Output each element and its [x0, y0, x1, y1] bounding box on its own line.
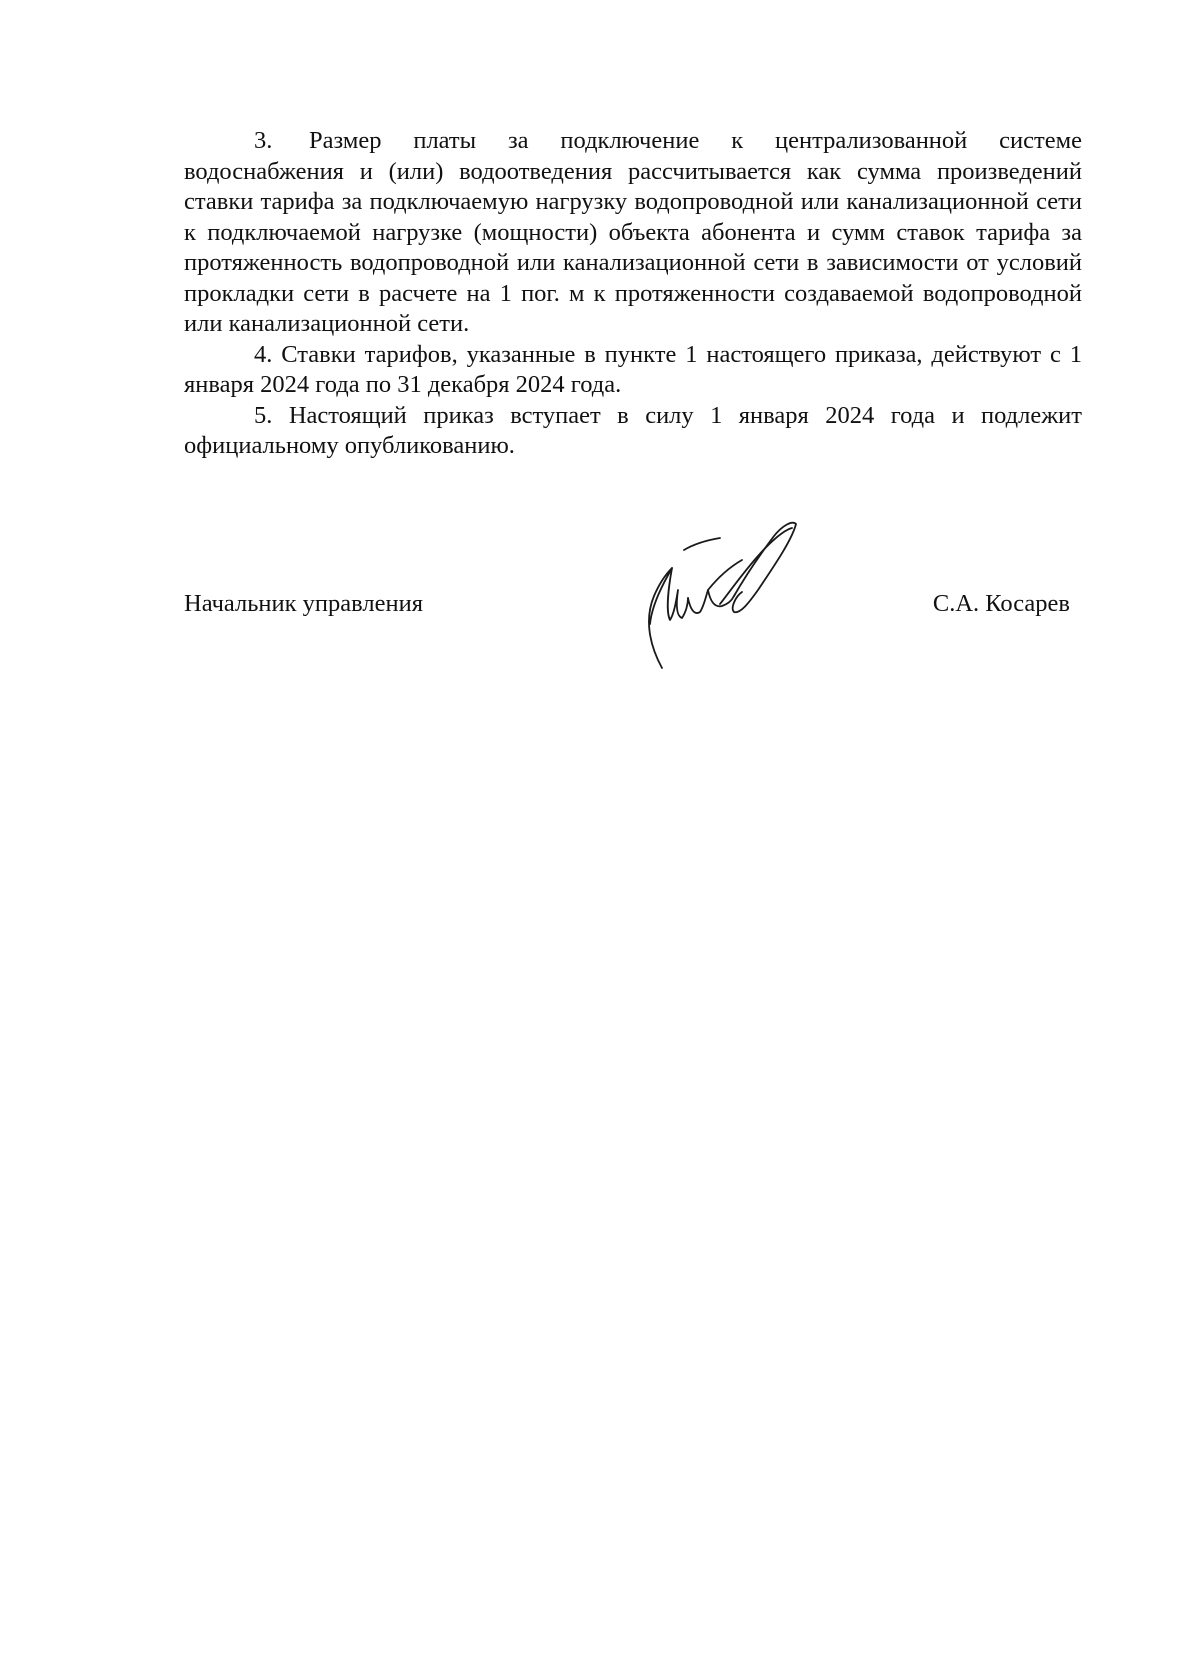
document-body: [184, 126, 1082, 462]
signer-name: С.А. Косарев: [932, 590, 1070, 617]
paragraph-3-text: Размер платы за подключение к централизованной системе водоснабжения и (или) водоотведения рассчитывается как сумма произведений ставки тарифа за подключаемую нагрузку водопроводной или канализационной сети к подключаемой нагрузке (мощности) объекта абонента и сумм ставок тарифа за протяженность водопроводной или канализационной сети в зависимости от условий прокладки сети в расчете на 1 пог. м к протяженности создаваемой водопроводной или канализационной сети.: [184, 127, 1082, 337]
paragraph-4: 4. Ставки тарифов, указанные в пункте 1 настоящего приказа, действуют с 1 января 2024 года по 31 декабря 2024 года.: [184, 340, 1082, 398]
paragraph-5: 5. Настоящий приказ вступает в силу 1 января 2024 года и подлежит официальному опубликованию.: [184, 401, 1082, 459]
paragraph-number: 3.: [254, 127, 273, 154]
signature-block: [184, 590, 1082, 680]
position-title: Начальник управления: [184, 590, 423, 617]
paragraph-3: [184, 126, 1082, 340]
